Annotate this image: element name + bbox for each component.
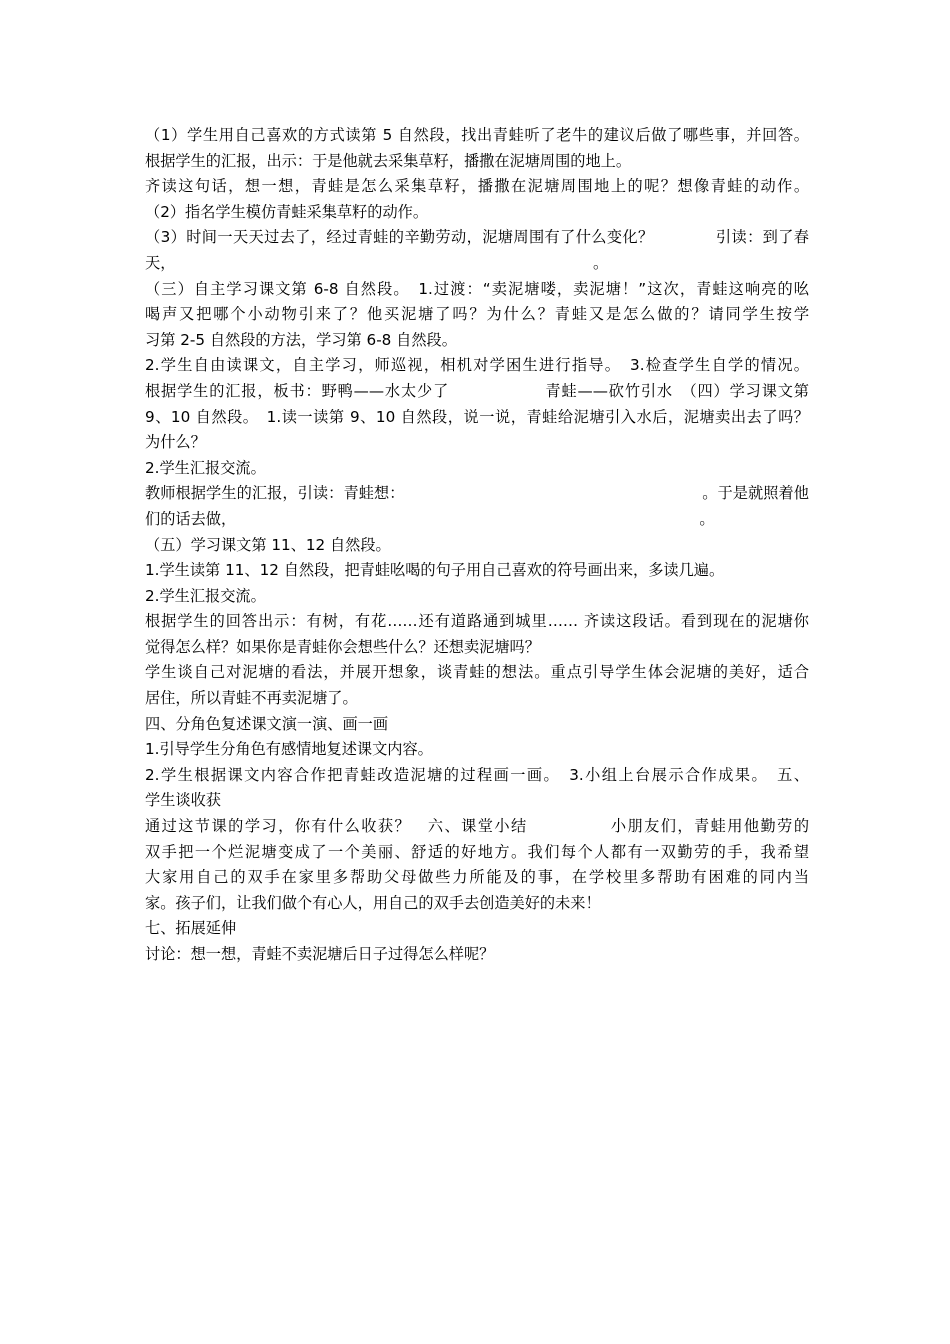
paragraph-line: （3）时间一天天过去了，经过青蛙的辛勤劳动，泥塘周围有了什么变化？ 引读：到了春	[145, 228, 809, 247]
paragraph-line: 根据学生的汇报，板书：野鸭——水太少了 青蛙——砍竹引水 （四）学习课文第	[145, 381, 809, 400]
paragraph-line: 喝声又把哪个小动物引来了？他买泥塘了吗？为什么？青蛙又是怎么做的？请同学生按学	[145, 305, 809, 324]
paragraph-line: 习第 2-5 自然段的方法，学习第 6-8 自然段。	[145, 330, 457, 349]
paragraph-line: 9、10 自然段。 1.读一读第 9、10 自然段，说一说，青蛙给泥塘引入水后，泥塘卖出去了吗？	[145, 407, 809, 426]
paragraph-line: 讨论：想一想，青蛙不卖泥塘后日子过得怎么样呢？	[145, 945, 495, 963]
paragraph-line: 根据学生的汇报，出示：于是他就去采集草籽，播撒在泥塘周围的地上。	[145, 151, 631, 170]
paragraph-line: 家。孩子们，让我们做个有心人，用自己的双手去创造美好的未来！	[145, 893, 601, 912]
paragraph-line: 大家用自己的双手在家里多帮助父母做些力所能及的事，在学校里多帮助有困难的同内当	[145, 868, 809, 887]
paragraph-line: 齐读这句话，想一想，青蛙是怎么采集草籽，播撒在泥塘周围地上的呢？想像青蛙的动作。	[145, 177, 809, 196]
paragraph-line: （2）指名学生模仿青蛙采集草籽的动作。	[145, 202, 429, 221]
section-heading: 学生谈收获	[145, 791, 221, 810]
paragraph-line: 2.学生自由读课文，自主学习，师巡视，相机对学困生进行指导。 3.检查学生自学的情况。	[145, 356, 809, 375]
section-heading: 七、拓展延伸	[145, 919, 237, 938]
paragraph-line: 根据学生的回答出示：有树，有花……还有道路通到城里…… 齐读这段话。看到现在的泥塘你	[145, 612, 809, 631]
paragraph-line: 为什么？	[145, 433, 206, 452]
section-heading: （五）学习课文第 11、12 自然段。	[145, 535, 391, 554]
paragraph-line: 觉得怎么样？如果你是青蛙你会想些什么？还想卖泥塘吗？	[145, 637, 540, 656]
paragraph-line: 2.学生汇报交流。	[145, 586, 266, 605]
paragraph-line: 1.引导学生分角色有感情地复述课文内容。	[145, 740, 433, 759]
paragraph-line: 通过这节课的学习，你有什么收获？ 六、课堂小结 小朋友们，青蛙用他勤劳的	[145, 817, 809, 836]
paragraph-line: 们的话去做， 。	[145, 509, 715, 528]
paragraph-line: 1.学生读第 11、12 自然段，把青蛙吆喝的句子用自己喜欢的符号画出来，多读几遍。	[145, 561, 725, 580]
paragraph-line: （三）自主学习课文第 6-8 自然段。 1.过渡：“卖泥塘喽，卖泥塘！”这次，青蛙这响亮的吆	[145, 279, 809, 298]
paragraph-line: 2.学生汇报交流。	[145, 458, 266, 477]
paragraph-line: （1）学生用自己喜欢的方式读第 5 自然段，找出青蛙听了老牛的建议后做了哪些事，并回答。	[145, 126, 809, 144]
paragraph-line: 教师根据学生的汇报，引读：青蛙想： 。于是就照着他	[145, 484, 809, 503]
paragraph-line: 学生谈自己对泥塘的看法，并展开想象，谈青蛙的想法。重点引导学生体会泥塘的美好，适合	[145, 663, 809, 682]
document-page	[145, 123, 809, 968]
paragraph-line: 居住，所以青蛙不再卖泥塘了。	[145, 689, 358, 708]
section-heading: 四、分角色复述课文演一演、画一画	[145, 714, 388, 733]
paragraph-line: 2.学生根据课文内容合作把青蛙改造泥塘的过程画一画。 3.小组上台展示合作成果。 五、	[145, 765, 809, 784]
paragraph-line: 天， 。	[145, 253, 609, 272]
paragraph-line: 双手把一个烂泥塘变成了一个美丽、舒适的好地方。我们每个人都有一双勤劳的手，我希望	[145, 842, 809, 861]
